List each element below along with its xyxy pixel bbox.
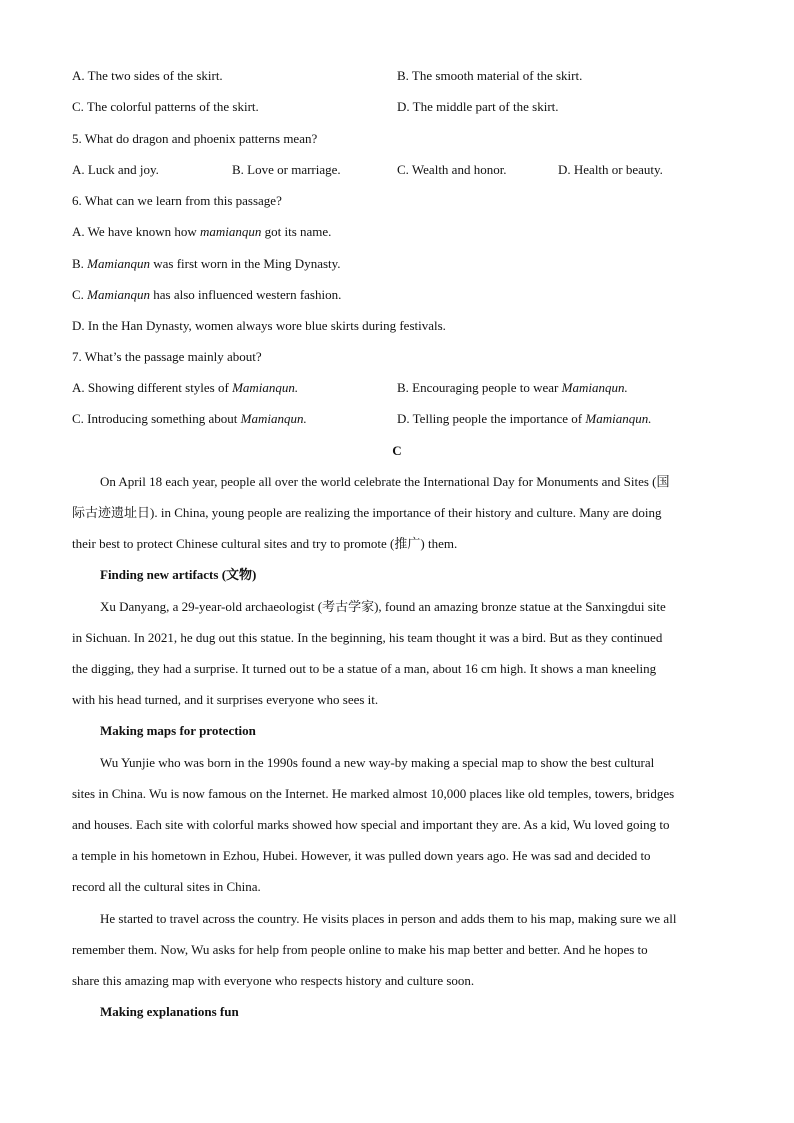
q5-stem: 5. What do dragon and phoenix patterns mean? xyxy=(72,131,318,146)
q6-option-a-term: mamianqun xyxy=(199,224,262,239)
section-heading: C xyxy=(392,443,402,458)
q7-option-d xyxy=(397,410,651,428)
q6-option-c-term: Mamianqun xyxy=(87,287,151,302)
q6-option-b-text: B. xyxy=(72,256,88,271)
q5-option-c: C. Wealth and honor. xyxy=(397,162,507,177)
paragraph-line: He started to travel across the country. He visits places in person and adds them to his map, making sure we all xyxy=(100,911,677,926)
paragraph-line: Xu Danyang, a 29-year-old archaeologist (考古学家), found an amazing bronze statue at the Sanxingdui site xyxy=(100,599,666,614)
paragraph-line: a temple in his hometown in Ezhou, Hubei. However, it was pulled down years ago. He was sad and decided to xyxy=(72,848,651,863)
paragraph-line: with his head turned, and it surprises everyone who sees it. xyxy=(72,692,379,707)
subheading-maps: Making maps for protection xyxy=(100,723,256,738)
q4-option-a: A. The two sides of the skirt. xyxy=(72,68,223,83)
paragraph-line: 际古迹遗址日). in China, young people are realizing the importance of their history and culture. Many are doing xyxy=(72,505,662,520)
paragraph-line: sites in China. Wu is now famous on the Internet. He marked almost 10,000 places like old temples, towers, bridges xyxy=(72,786,675,801)
paragraph-line: On April 18 each year, people all over the world celebrate the International Day for Monuments and Sites (国 xyxy=(100,474,670,489)
subheading-artifacts: Finding new artifacts (文物) xyxy=(100,567,257,582)
paragraph-line: share this amazing map with everyone who respects history and culture soon. xyxy=(72,973,475,988)
q6-option-a-tail: got its name. xyxy=(261,224,332,239)
paragraph-line: and houses. Each site with colorful marks showed how special and important they are. As a kid, Wu loved going to xyxy=(72,817,670,832)
q6-stem: 6. What can we learn from this passage? xyxy=(72,193,282,208)
q6-option-a-text: A. We have known how xyxy=(72,224,200,239)
q7-option-b-text: B. Encouraging people to wear xyxy=(397,380,562,395)
q6-option-b-term: Mamianqun xyxy=(87,256,151,271)
q7-option-d-text: D. Telling people the importance of xyxy=(397,411,586,426)
q6-option-a xyxy=(72,223,331,241)
subheading-explanations: Making explanations fun xyxy=(100,1004,239,1019)
q7-option-c-text: C. Introducing something about xyxy=(72,411,241,426)
q6-option-b-tail: was first worn in the Ming Dynasty. xyxy=(150,256,341,271)
q6-option-b xyxy=(72,255,341,273)
paragraph-line: Wu Yunjie who was born in the 1990s found a new way-by making a special map to show the best cultural xyxy=(100,755,655,770)
q5-option-d: D. Health or beauty. xyxy=(558,162,663,177)
q7-option-c xyxy=(72,410,307,428)
paragraph-line: remember them. Now, Wu asks for help from people online to make his map better and better. And he hopes to xyxy=(72,942,648,957)
q7-stem: 7. What’s the passage mainly about? xyxy=(72,349,262,364)
q6-option-d: D. In the Han Dynasty, women always wore blue skirts during festivals. xyxy=(72,318,446,333)
q6-option-c xyxy=(72,286,341,304)
q7-option-a-term: Mamianqun. xyxy=(232,380,299,395)
paragraph-line: record all the cultural sites in China. xyxy=(72,879,261,894)
q4-option-b: B. The smooth material of the skirt. xyxy=(397,68,583,83)
q7-option-c-term: Mamianqun. xyxy=(240,411,307,426)
q7-option-b-term: Mamianqun. xyxy=(561,380,628,395)
q5-option-a: A. Luck and joy. xyxy=(72,162,159,177)
q7-option-a xyxy=(72,379,298,397)
q6-option-c-text: C. xyxy=(72,287,88,302)
paragraph-line: the digging, they had a surprise. It turned out to be a statue of a man, about 16 cm high. It shows a man kneeling xyxy=(72,661,657,676)
q6-option-c-tail: has also influenced western fashion. xyxy=(150,287,342,302)
q7-option-b xyxy=(397,379,628,397)
q4-option-c: C. The colorful patterns of the skirt. xyxy=(72,99,259,114)
paragraph-line: in Sichuan. In 2021, he dug out this statue. In the beginning, his team thought it was a bird. But as they continued xyxy=(72,630,663,645)
q4-option-d: D. The middle part of the skirt. xyxy=(397,99,559,114)
q5-option-b: B. Love or marriage. xyxy=(232,162,341,177)
q7-option-d-term: Mamianqun. xyxy=(585,411,652,426)
q7-option-a-text: A. Showing different styles of xyxy=(72,380,233,395)
paragraph-line: their best to protect Chinese cultural sites and try to promote (推广) them. xyxy=(72,536,458,551)
